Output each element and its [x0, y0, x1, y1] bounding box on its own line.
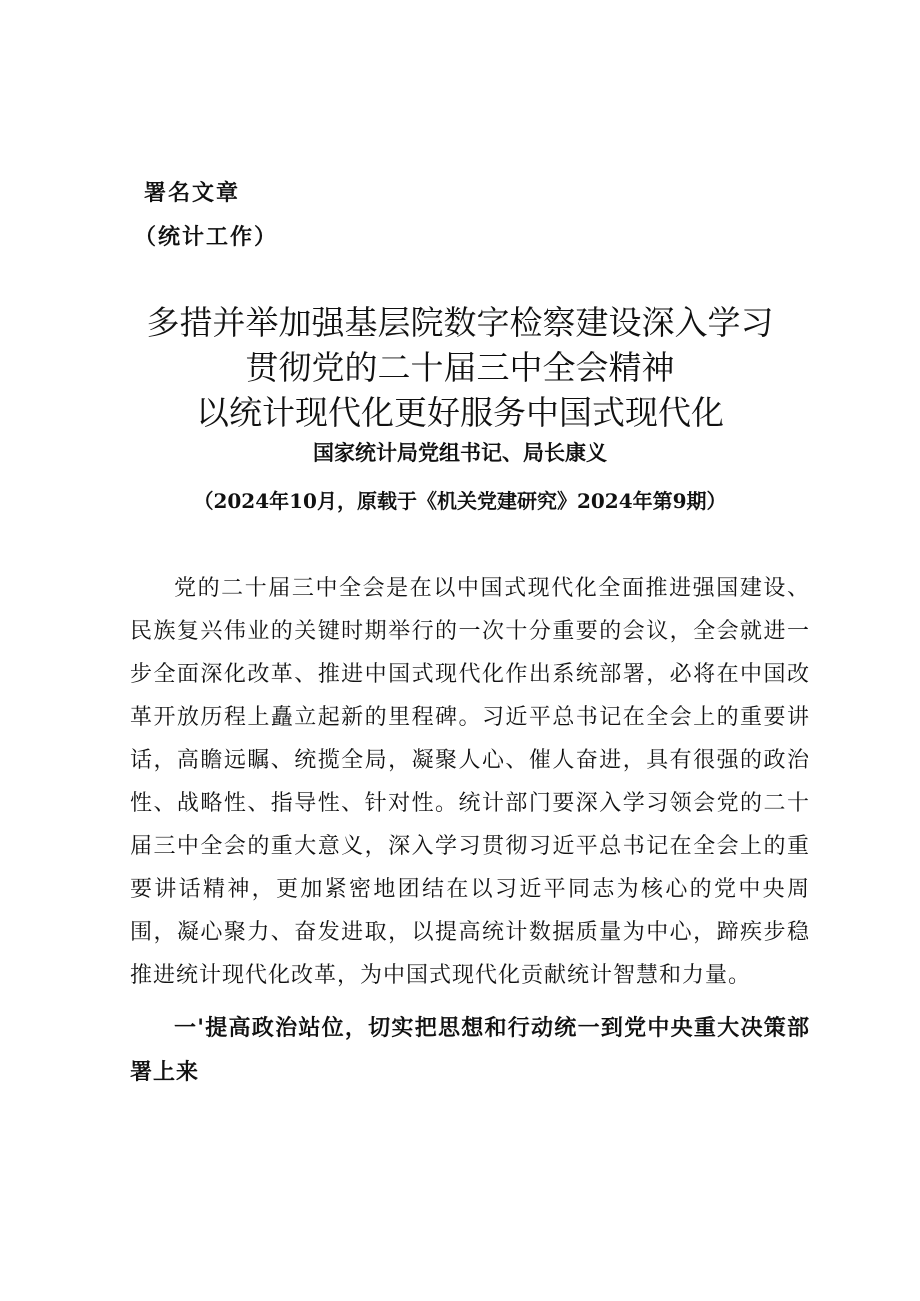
title-block [100, 300, 820, 516]
section-heading-1: 一'提高政治站位，切实把思想和行动统一到党中央重大决策部署上来 [130, 1015, 810, 1085]
author-line: 国家统计局党组书记、局长康义 [313, 440, 607, 465]
title-line-1: 多措并举加强基层院数字检察建设深入学习 [146, 303, 774, 342]
intro-paragraph: 党的二十届三中全会是在以中国式现代化全面推进强国建设、民族复兴伟业的关键时期举行的一次十分重要的会议，全会就进一步全面深化改革、推进中国式现代化作出系统部署，必将在中国改革开放历程上矗立起新的里程碑。习近平总书记在全会上的重要讲话，高瞻远瞩、统揽全局，凝聚人心、催人奋进，具有很强的政治性、战略性、指导性、针对性。统计部门要深入学习领会党的二十届三中全会的重大意义，深入学习贯彻习近平总书记在全会上的重要讲话精神，更加紧密地团结在以习近平同志为核心的党中央周围，凝心聚力、奋发进取，以提高统计数据质量为中心，蹄疾步稳推进统计现代化改革，为中国式现代化贡献统计智慧和力量。 [130, 576, 810, 988]
article-subcategory-label: （统计工作） [134, 224, 279, 250]
title-line-3: 以统计现代化更好服务中国式现代化 [196, 393, 724, 432]
title-line-2: 贯彻党的二十届三中全会精神 [245, 348, 675, 387]
source-line: （2024年10月，原载于《机关党建研究》2024年第9期） [193, 489, 727, 513]
article-category-label: 署名文章 [144, 180, 241, 206]
